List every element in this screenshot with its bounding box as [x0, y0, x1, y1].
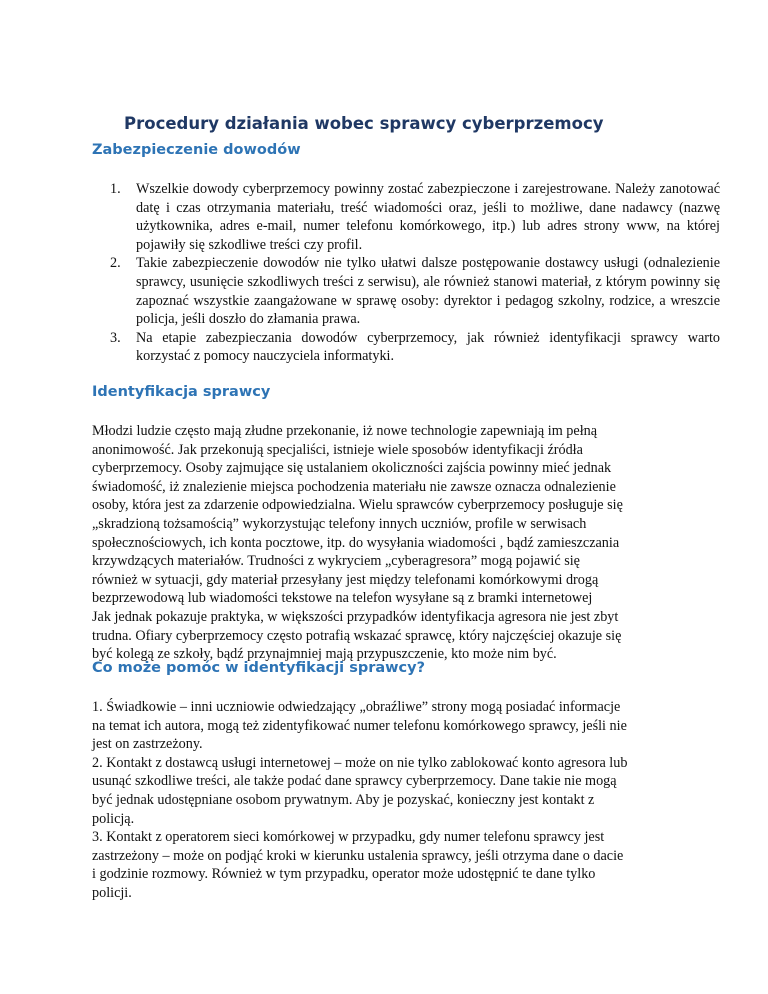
text-line: zastrzeżony – może on podjąć kroki w kierunku ustalenia sprawcy, jeśli otrzyma dane o dacie	[92, 847, 624, 864]
text-line: Młodzi ludzie często mają złudne przekonanie, iż nowe technologie zapewniają im pełną	[92, 423, 598, 439]
text-line: na temat ich autora, mogą też zidentyfikować numer telefonu komórkowego sprawcy, jeśli nie	[92, 717, 627, 734]
text-line: świadomość, iż znalezienie miejsca pochodzenia materiału nie zawsze oznacza odnalezienie	[92, 478, 616, 495]
section-heading-evidence: Zabezpieczenie dowodów	[92, 142, 301, 158]
list-item	[110, 180, 720, 254]
list-item	[110, 329, 720, 366]
list-item-text: Na etapie zabezpieczania dowodów cyberprzemocy, jak również identyfikacji sprawcy warto korzystać z pomocy nauczyciela informatyki.	[136, 329, 720, 365]
text-line: jest on zastrzeżony.	[92, 736, 203, 753]
text-line: 1. Świadkowie – inni uczniowie odwiedzający „obraźliwe” strony mogą posiadać informacje	[92, 699, 621, 715]
text-line: być kolegą ze szkoły, bądź przynajmniej mają przypuszczenie, kto może nim być.	[92, 646, 557, 663]
page-title: Procedury działania wobec sprawcy cyberprzemocy	[124, 114, 604, 133]
text-line: cyberprzemocy. Osoby zajmujące się ustalaniem okoliczności zajścia powinny mieć jednak	[92, 460, 612, 477]
text-line: usunąć szkodliwe treści, ale także podać dane sprawcy cyberprzemocy. Dane takie nie mogą	[92, 773, 617, 790]
text-line: anonimowość. Jak przekonują specjaliści, istnieje wiele sposobów identyfikacji źródła	[92, 441, 583, 458]
text-line: osoby, która jest za zdarzenie odpowiedzialna. Wielu sprawców cyberprzemocy posługuje się	[92, 497, 623, 514]
text-line: społecznościowych, ich konta pocztowe, itp. do wysyłania wiadomości , bądź zamieszczania	[92, 534, 620, 551]
identification-paragraph	[92, 422, 680, 664]
section-heading-identification: Identyfikacja sprawcy	[92, 384, 271, 400]
text-line: być jednak udostępniane osobom prywatnym. Aby je pozyskać, konieczny jest kontakt z	[92, 791, 595, 808]
list-item-text: Takie zabezpieczenie dowodów nie tylko ułatwi dalsze postępowanie dostawcy usługi (odnalezienie sprawcy, usunięcie szkodliwych treści z serwisu), ale również stanowi materiał, z którym powinny się zapoznać wszystkie zaangażowane w sprawę osoby: dyrektor i pedagog szkolny, rodzice, a wreszcie policja, jeśli doszło do złamania prawa.	[136, 255, 720, 328]
text-line: policji.	[92, 884, 132, 901]
text-line: krzywdzących materiałów. Trudności z wykryciem „cyberagresora” mogą pojawić się	[92, 553, 580, 570]
text-line: policją.	[92, 810, 135, 827]
text-line: Jak jednak pokazuje praktyka, w większości przypadków identyfikacja agresora nie jest zbyt	[92, 608, 619, 625]
section-heading-help: Co może pomóc w identyfikacji sprawcy?	[92, 660, 425, 676]
list-item-number: 2.	[110, 255, 121, 272]
list-item	[110, 254, 720, 328]
text-line: i godzinie rozmowy. Również w tym przypadku, operator może udostępnić te dane tylko	[92, 866, 596, 883]
text-line: 3. Kontakt z operatorem sieci komórkowej w przypadku, gdy numer telefonu sprawcy jest	[92, 829, 605, 846]
text-line: „skradzioną tożsamością” wykorzystując telefony innych uczniów, profile w serwisach	[92, 515, 587, 532]
list-item-text: Wszelkie dowody cyberprzemocy powinny zostać zabezpieczone i zarejestrowane. Należy zanotować datę i czas otrzymania materiału, treść wiadomości oraz, jeśli to możliwe, dane nadawcy (nazwę użytkownika, adres e-mail, numer telefonu komórkowego, itp.) lub adres strony www, na której pojawiły się szkodliwe treści czy profil.	[136, 181, 720, 253]
text-line: również w sytuacji, gdy materiał przesyłany jest między telefonami komórkowymi drogą	[92, 571, 599, 588]
text-line: trudna. Ofiary cyberprzemocy często potrafią wskazać sprawcę, który najczęściej okazuje się	[92, 627, 622, 644]
help-paragraph	[92, 698, 680, 903]
list-item-number: 3.	[110, 329, 121, 346]
text-line: bezprzewodową lub wiadomości tekstowe na telefon wysyłane są z bramki internetowej	[92, 590, 593, 607]
list-item-number: 1.	[110, 181, 121, 197]
evidence-list	[92, 180, 720, 366]
text-line: 2. Kontakt z dostawcą usługi internetowej – może on nie tylko zablokować konto agresora lub	[92, 754, 628, 771]
